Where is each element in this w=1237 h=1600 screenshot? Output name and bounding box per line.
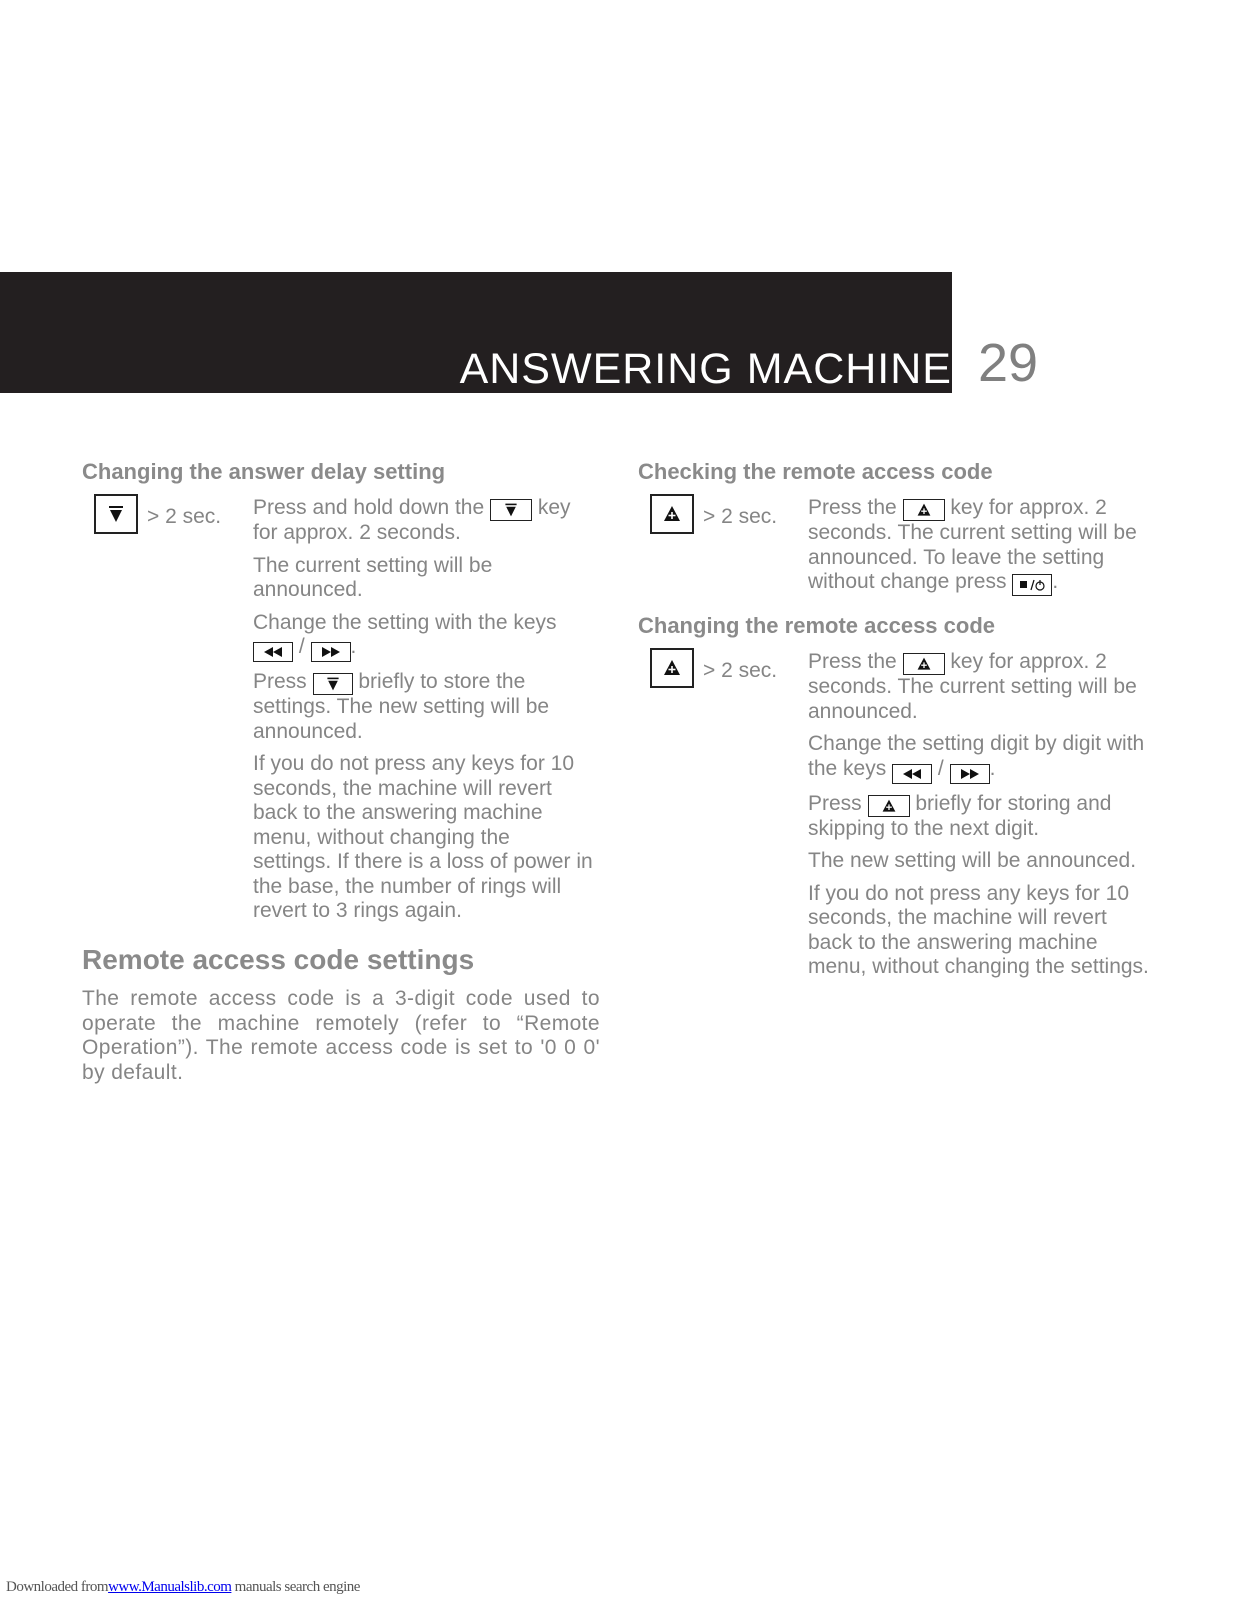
- triangle-up-plus-icon: [881, 798, 897, 814]
- fast-forward-key: [311, 642, 351, 662]
- rewind-key: [892, 764, 932, 784]
- up-key-box: [650, 494, 694, 534]
- fast-forward-key: [950, 764, 990, 784]
- fast-forward-icon: [959, 769, 981, 779]
- manualslib-link[interactable]: www.Manualslib.com: [108, 1579, 232, 1595]
- duration-label: > 2 sec.: [703, 505, 778, 528]
- step-1: Press and hold down the key for approx. 2 seconds.: [253, 496, 571, 544]
- delay-section-title: Changing the answer delay setting: [82, 459, 446, 484]
- triangle-down-icon: [503, 502, 519, 518]
- remote-settings-title: Remote access code settings: [82, 944, 475, 975]
- triangle-up-plus-icon: [916, 656, 932, 672]
- up-key-inline: [868, 795, 910, 817]
- up-key-box: [650, 648, 694, 688]
- triangle-up-plus-icon: [662, 658, 682, 678]
- up-key-inline: [903, 653, 945, 675]
- down-key-inline: [313, 673, 353, 695]
- triangle-up-plus-icon: [916, 502, 932, 518]
- triangle-down-icon: [325, 676, 341, 692]
- down-key-box: [94, 494, 138, 534]
- download-footer: Downloaded fromwww.Manualslib.com manuals search engine: [6, 1579, 360, 1595]
- step-3: Change the setting with the keys / .: [253, 611, 593, 663]
- section-banner: [0, 272, 952, 393]
- change-section-title: Changing the remote access code: [638, 613, 995, 638]
- page-number: 29: [978, 333, 1039, 393]
- step-4: The new setting will be announced.: [808, 849, 1137, 872]
- rewind-icon: [262, 647, 284, 657]
- step-5: If you do not press any keys for 10 seconds, the machine will revert back to the answering machine menu, without changing the settings.: [808, 881, 1149, 978]
- triangle-down-icon: [106, 504, 126, 524]
- duration-label: > 2 sec.: [703, 659, 778, 682]
- check-section-title: Checking the remote access code: [638, 459, 993, 484]
- change-steps: [808, 650, 1153, 988]
- step-1: Press the key for approx. 2 seconds. The current setting will be announced.: [808, 650, 1137, 723]
- triangle-up-plus-icon: [662, 504, 682, 524]
- delay-steps: [253, 496, 593, 932]
- section-title: ANSWERING MACHINE: [459, 345, 952, 393]
- step-2: Change the setting digit by digit with the keys / .: [808, 732, 1153, 784]
- step-1: Press the key for approx. 2 seconds. The current setting will be announced. To leave the setting without change press .: [808, 496, 1153, 596]
- remote-settings-text: The remote access code is a 3-digit code used to operate the machine remotely (refer to “Remote Operation”). The remote access code is set to '0 0 0' by default.: [82, 987, 600, 1084]
- step-2: The current setting will be announced.: [253, 553, 493, 601]
- down-key-inline: [490, 499, 532, 521]
- rewind-icon: [901, 769, 923, 779]
- step-4: Press briefly to store the settings. The new setting will be announced.: [253, 670, 550, 743]
- stop-power-icon: [1018, 578, 1046, 592]
- fast-forward-icon: [320, 647, 342, 657]
- check-steps: [808, 496, 1153, 604]
- rewind-key: [253, 642, 293, 662]
- step-3: Press briefly for storing and skipping to the next digit.: [808, 791, 1112, 840]
- step-5: If you do not press any keys for 10 seconds, the machine will revert back to the answering machine menu, without changing the settings. If there is a loss of power in the base, the number of rings will revert to 3 rings again.: [253, 752, 593, 922]
- duration-label: > 2 sec.: [147, 505, 222, 528]
- up-key-inline: [903, 499, 945, 521]
- stop-power-key: [1012, 574, 1052, 596]
